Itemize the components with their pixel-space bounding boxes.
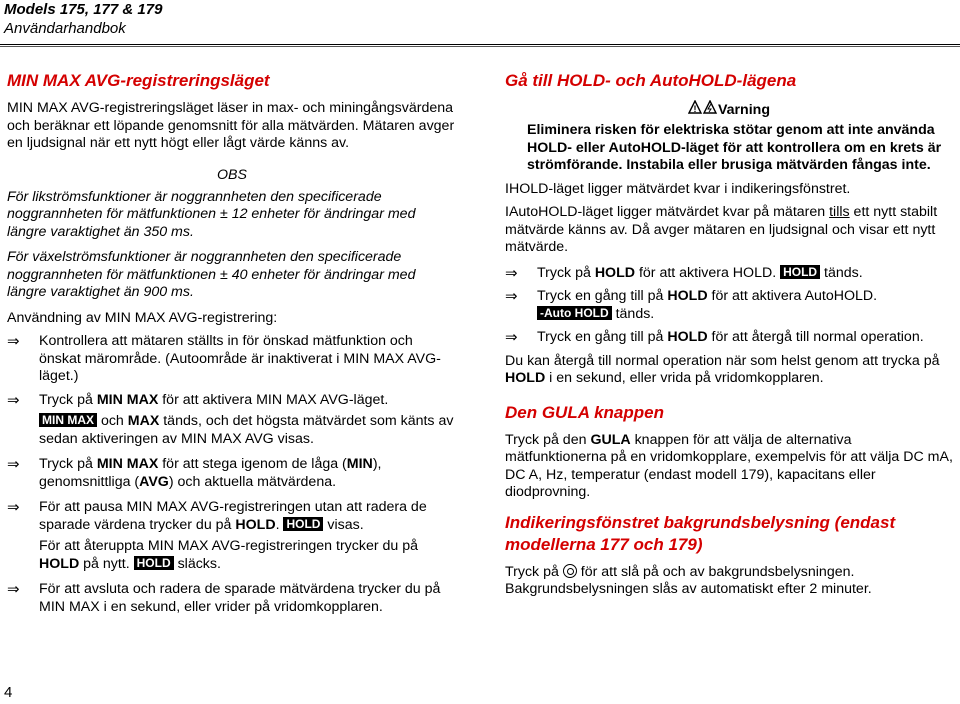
step-2 — [7, 392, 457, 410]
hold-step-1-a: Tryck på — [537, 264, 595, 281]
yellow-paragraph — [505, 432, 953, 502]
step-4-c: . — [275, 516, 284, 533]
step-2-detail-a: och — [97, 413, 128, 429]
section-heading-backlight: Indikeringsfönstret bakgrundsbelysning (endast modellerna 177 och 179) — [505, 512, 896, 554]
step-1 — [7, 333, 457, 386]
note-dc: För likströmsfunktioner är noggrannheten den specificerade noggrannheten för mätfunktionen ± 12 enheter för ändringar med längre varaktighet än 350 ms. — [7, 188, 416, 240]
arrow-right-icon: ⇒ — [7, 391, 20, 409]
hold-paragraph: IHOLD-läget ligger mätvärdet kvar i indikeringsfönstret. — [505, 180, 851, 197]
hold-step-1 — [505, 265, 953, 283]
hold-step-2-key: HOLD — [667, 288, 708, 304]
hold-step-3-a: Tryck en gång till på — [537, 329, 668, 345]
autohold-underline: tills — [829, 204, 850, 220]
warning-label: Varning — [717, 102, 771, 118]
hold-step-2-a: Tryck en gång till på — [537, 288, 668, 304]
step-4-detail-c: på nytt. — [79, 555, 134, 572]
backlight-a: Tryck på — [505, 563, 563, 580]
hold-step-3 — [505, 329, 953, 347]
step-4-d: visas. — [323, 516, 364, 533]
arrow-right-icon: ⇒ — [7, 581, 20, 598]
autohold-c: ett nytt stabilt mätvärde känns av. Då avger mätaren en ljudsignal och visar ett nytt mätvärde. — [505, 204, 938, 255]
step-4 — [7, 499, 457, 534]
warning-title — [505, 100, 953, 118]
warning-triangle-icon — [688, 100, 718, 118]
return-key: HOLD — [505, 370, 546, 386]
svg-text:!: ! — [693, 104, 697, 114]
header-rule-2 — [0, 46, 960, 47]
hold-display-badge: HOLD — [283, 517, 323, 531]
step-3-avg: AVG — [139, 473, 169, 490]
left-column — [7, 70, 457, 616]
hold-step-1-c: för att aktivera HOLD. — [635, 264, 781, 281]
hold-step-1-key: HOLD — [594, 264, 636, 281]
step-5-text: För att avsluta och radera de sparade mätvärdena trycker du på MIN MAX i en sekund, eller vrider på vridomkopplaren. — [39, 581, 441, 615]
hold-step-2 — [505, 288, 953, 323]
step-4-detail-d: släcks. — [173, 555, 221, 572]
step-4-key: HOLD — [235, 516, 276, 533]
page-number: 4 — [4, 684, 13, 701]
arrow-right-icon: ⇒ — [505, 264, 518, 282]
yellow-c: knappen för att välja de alternativa mätfunktionerna på en vridomkopplare, exempelvis för att välja DC mA, DC A, Hz, temperatur (endast modell 179), kapacitans eller diodprovning. — [505, 431, 953, 500]
hold-step-3-key: HOLD — [667, 329, 708, 345]
autohold-display-badge: -Auto HOLD — [537, 306, 612, 320]
step-2-detail-c: tänds, och det högsta mätvärdet som känts av sedan aktiveringen av MIN MAX AVG visas. — [39, 413, 454, 447]
return-paragraph — [505, 353, 953, 388]
step-5 — [7, 581, 457, 616]
step-2-detail-max: MAX — [127, 413, 160, 429]
right-column — [505, 70, 953, 599]
step-4-a: För att pausa MIN MAX AVG-registreringen utan att radera de sparade värdena trycker du på — [39, 499, 427, 533]
note-title: OBS — [217, 166, 247, 183]
intro-paragraph: MIN MAX AVG-registreringsläget läser in max- och miningångsvärdena och beräknar ett löpande genomsnitt för alla mätvärden. Mätaren avger en ljudsignal när ett nytt högt eller lågt värde känns av. — [7, 100, 455, 151]
backlight-paragraph — [505, 564, 953, 599]
note-ac: För växelströmsfunktioner är noggrannheten den specificerade noggrannheten för mätfunktionen ± 40 enheter för ändringar med längre varaktighet än 900 ms. — [7, 249, 416, 300]
step-3-key: MIN MAX — [96, 456, 159, 472]
autohold-a: IAutoHOLD-läget ligger mätvärdet kvar på mätaren — [505, 204, 830, 220]
step-1-text: Kontrollera att mätaren ställts in för önskad mätfunktion och önskat märområde. (Autoområde är inaktiverat i MIN MAX AVG-läget.) — [39, 333, 441, 384]
arrow-right-icon: ⇒ — [7, 333, 20, 350]
hold-step-1-d: tänds. — [820, 264, 863, 281]
hold-step-2-d: tänds. — [611, 305, 655, 322]
step-3-g: ) och aktuella mätvärdena. — [168, 473, 337, 490]
step-3-c: för att stega igenom de låga ( — [158, 456, 347, 472]
hold-display-badge: HOLD — [780, 265, 820, 279]
step-3 — [7, 456, 457, 491]
arrow-right-icon: ⇒ — [505, 288, 518, 305]
return-a: Du kan återgå till normal operation när som helst genom att trycka på — [505, 352, 940, 369]
step-4-detail — [7, 538, 457, 573]
backlight-icon — [563, 564, 577, 578]
arrow-right-icon: ⇒ — [7, 499, 20, 516]
hold-display-badge: HOLD — [134, 556, 174, 570]
step-2-detail — [7, 413, 457, 448]
section-heading-minmax: MIN MAX AVG-registreringsläget — [7, 71, 270, 90]
step-2-text-c: för att aktivera MIN MAX AVG-läget. — [158, 391, 389, 408]
doc-title: Models 175, 177 & 179 — [4, 1, 163, 18]
page-header — [4, 0, 162, 38]
yellow-key: GULA — [590, 431, 631, 448]
yellow-a: Tryck på den — [505, 431, 591, 448]
step-3-e: ), genomsnittliga ( — [39, 456, 382, 490]
step-4-detail-a: För att återuppta MIN MAX AVG-registreringen trycker du på — [39, 538, 419, 554]
return-c: i en sekund, eller vrida på vridomkopplaren. — [545, 370, 824, 386]
hold-step-3-c: för att återgå till normal operation. — [707, 329, 924, 345]
warning-body: Eliminera risken för elektriska stötar genom att inte använda HOLD- eller AutoHOLD-läget för att kontrollera om en krets är strömförande. Instabila eller brusiga mätvärden fångas inte. — [527, 122, 942, 173]
section-heading-hold: Gå till HOLD- och AutoHOLD-lägena — [505, 71, 797, 90]
step-3-min: MIN — [346, 456, 373, 472]
autohold-paragraph — [505, 204, 953, 257]
doc-subtitle: Användarhandbok — [4, 20, 126, 37]
hold-step-2-c: för att aktivera AutoHOLD. — [707, 288, 878, 304]
section-heading-yellow: Den GULA knappen — [505, 402, 664, 422]
minmax-display-badge: MIN MAX — [39, 413, 97, 427]
usage-line: Användning av MIN MAX AVG-registrering: — [7, 309, 278, 326]
step-2-text-a: Tryck på — [39, 391, 97, 408]
step-2-key: MIN MAX — [96, 391, 159, 408]
arrow-right-icon: ⇒ — [505, 329, 518, 346]
arrow-right-icon: ⇒ — [7, 456, 20, 473]
step-4-detail-key: HOLD — [39, 555, 80, 572]
step-3-a: Tryck på — [39, 456, 97, 472]
header-rule — [0, 44, 960, 45]
backlight-b: för att slå på och av bakgrundsbelysningen. Bakgrundsbelysningen slås av automatiskt efter 2 minuter. — [505, 563, 872, 597]
